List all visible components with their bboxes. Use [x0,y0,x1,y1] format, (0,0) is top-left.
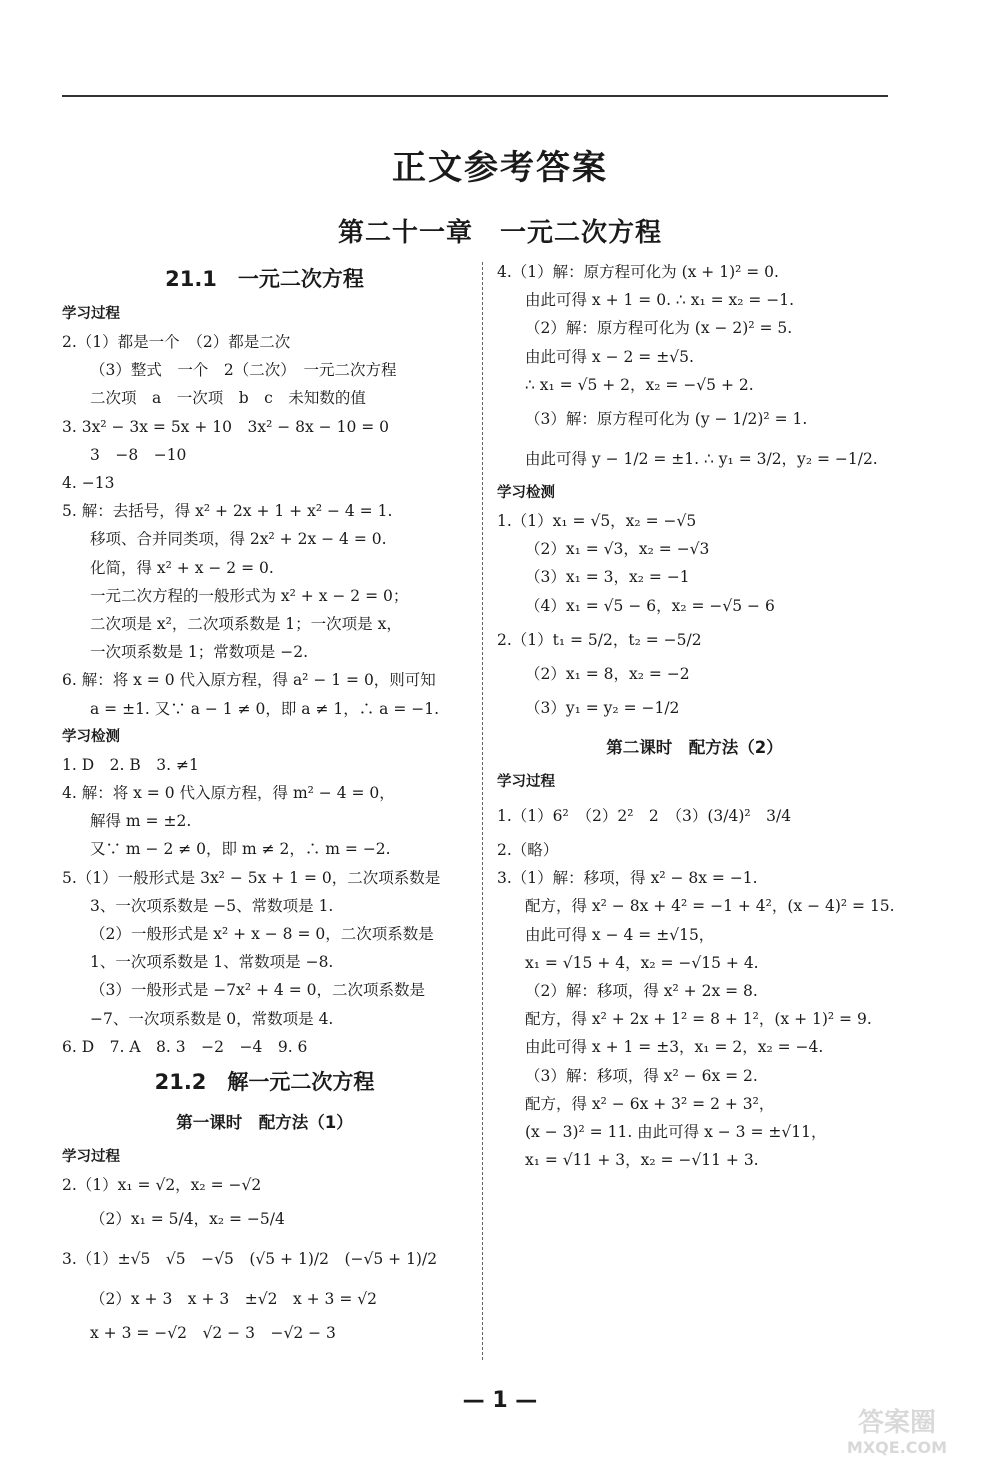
answer-line: 2.（1）t₁ = 5/2，t₂ = −5/2 [497,630,702,649]
answer-line: 配方，得 x² − 8x + 4² = −1 + 4²，(x − 4)² = 15. [525,897,895,916]
column-divider [482,262,483,1360]
answer-line: 二次项 a 一次项 b c 未知数的值 [90,389,366,408]
answer-line: 2.（1）x₁ = √2，x₂ = −√2 [62,1176,262,1195]
answer-line: 1、一次项系数是 1、常数项是 −8. [90,953,334,972]
answer-line: 由此可得 x + 1 = ±3，x₁ = 2，x₂ = −4. [525,1038,824,1057]
answer-line: 由此可得 x + 1 = 0. ∴ x₁ = x₂ = −1. [525,291,795,310]
watermark-logo [805,1405,990,1457]
answer-line: （2）x₁ = √3，x₂ = −√3 [525,540,710,559]
lesson-heading: 第二课时 配方法（2） [606,738,783,758]
answer-line: （2）x₁ = 5/4，x₂ = −5/4 [90,1210,285,1229]
subsection-label: 学习过程 [62,1149,120,1166]
answer-line: −7、一次项系数是 0，常数项是 4. [90,1009,334,1028]
page-number: — 1 — [462,1388,538,1413]
answer-line: 4. −13 [62,474,115,493]
answer-line: 1. D 2. B 3. ≠1 [62,755,199,774]
answer-line: （3）y₁ = y₂ = −1/2 [525,699,680,718]
left-column [62,258,467,1347]
answer-line: ∴ x₁ = √5 + 2，x₂ = −√5 + 2. [525,375,754,394]
answer-line: （2）解：移项，得 x² + 2x = 8. [525,982,758,1001]
watermark-line1: 答案圈 [857,1408,937,1438]
watermark-line2: MXQE.COM [846,1438,948,1457]
answer-line: 2.（略） [497,841,559,860]
answer-line: （4）x₁ = √5 − 6，x₂ = −√5 − 6 [525,596,775,615]
answer-line: 4.（1）解：原方程可化为 (x + 1)² = 0. [497,263,779,281]
answer-line: 化简，得 x² + x − 2 = 0. [90,558,274,577]
lesson-heading: 第一课时 配方法（1） [176,1113,353,1133]
answer-line: 4. 解：将 x = 0 代入原方程，得 m² − 4 = 0， [62,784,395,803]
subsection-label: 学习过程 [62,306,120,322]
header-rule [62,95,888,97]
answer-line: 3.（1）±√5 √5 −√5 (√5 + 1)/2 (−√5 + 1)/2 [62,1250,438,1269]
answer-line: x + 3 = −√2 √2 − 3 −√2 − 3 [90,1324,336,1343]
answer-line: 配方，得 x² − 6x + 3² = 2 + 3²， [525,1094,775,1113]
answer-line: (x − 3)² = 11. 由此可得 x − 3 = ±√11， [525,1123,827,1142]
section-heading: 21.2 解一元二次方程 [154,1070,375,1095]
answer-line: 又∵ m − 2 ≠ 0，即 m ≠ 2，∴ m = −2. [90,840,391,859]
answer-line: 5.（1）一般形式是 3x² − 5x + 1 = 0，二次项系数是 [62,868,441,887]
answer-line: 1.（1）x₁ = √5，x₂ = −√5 [497,512,697,531]
answer-line: 移项、合并同类项，得 2x² + 2x − 4 = 0. [90,530,387,549]
answer-line: 一元二次方程的一般形式为 x² + x − 2 = 0； [90,586,409,605]
answer-line: （2）x + 3 x + 3 ±√2 x + 3 = √2 [90,1290,378,1309]
answer-line: 6. D 7. A 8. 3 −2 −4 9. 6 [62,1037,308,1056]
answer-line: （2）x₁ = 8，x₂ = −2 [525,664,690,683]
answer-line: （3）整式 一个 2（二次） 一元二次方程 [90,361,397,380]
answer-line: 3. 3x² − 3x = 5x + 10 3x² − 8x − 10 = 0 [62,417,390,436]
answer-line: 3.（1）解：移项，得 x² − 8x = −1. [497,869,758,888]
answer-line: 一次项系数是 1；常数项是 −2. [90,643,308,662]
answer-line: x₁ = √11 + 3，x₂ = −√11 + 3. [525,1151,759,1170]
answer-line: 配方，得 x² + 2x + 1² = 8 + 1²，(x + 1)² = 9. [525,1010,872,1029]
answer-line: 由此可得 x − 4 = ±√15， [525,925,715,944]
page-title: 正文参考答案 [392,148,608,188]
answer-line: 由此可得 y − 1/2 = ±1. ∴ y₁ = 3/2，y₂ = −1/2. [525,450,878,469]
answer-line: 5. 解：去括号，得 x² + 2x + 1 + x² − 4 = 1. [62,502,393,521]
answer-line: 解得 m = ±2. [90,812,192,831]
answer-line: （3）解：原方程可化为 (y − 1/2)² = 1. [525,410,808,429]
answer-line: 3、一次项系数是 −5、常数项是 1. [90,896,334,915]
subsection-label: 学习检测 [497,485,555,502]
right-column [497,258,895,1174]
answer-line: （2）一般形式是 x² + x − 8 = 0，二次项系数是 [90,925,434,944]
answer-line: （3）x₁ = 3，x₂ = −1 [525,568,690,587]
answer-line: （3）一般形式是 −7x² + 4 = 0，二次项系数是 [90,981,425,1000]
answer-line: a = ±1. 又∵ a − 1 ≠ 0，即 a ≠ 1，∴ a = −1. [90,699,440,718]
subsection-label: 学习检测 [62,728,120,745]
answer-line: 1.（1）6² （2）2² 2 （3）(3/4)² 3/4 [497,807,792,826]
section-heading: 21.1 一元二次方程 [165,267,364,291]
answer-line: （2）解：原方程可化为 (x − 2)² = 5. [525,319,793,338]
answer-line: 由此可得 x − 2 = ±√5. [525,347,694,366]
answer-line: 二次项是 x²，二次项系数是 1；一次项是 x， [90,615,402,634]
subsection-label: 学习过程 [497,774,555,791]
answer-line: 2.（1）都是一个 （2）都是二次 [62,333,291,351]
answer-line: 6. 解：将 x = 0 代入原方程，得 a² − 1 = 0，则可知 [62,671,436,690]
answer-line: x₁ = √15 + 4，x₂ = −√15 + 4. [525,953,759,972]
answer-line: （3）解：移项，得 x² − 6x = 2. [525,1066,758,1085]
chapter-title: 第二十一章 一元二次方程 [337,218,662,248]
answer-line: 3 −8 −10 [90,445,187,464]
